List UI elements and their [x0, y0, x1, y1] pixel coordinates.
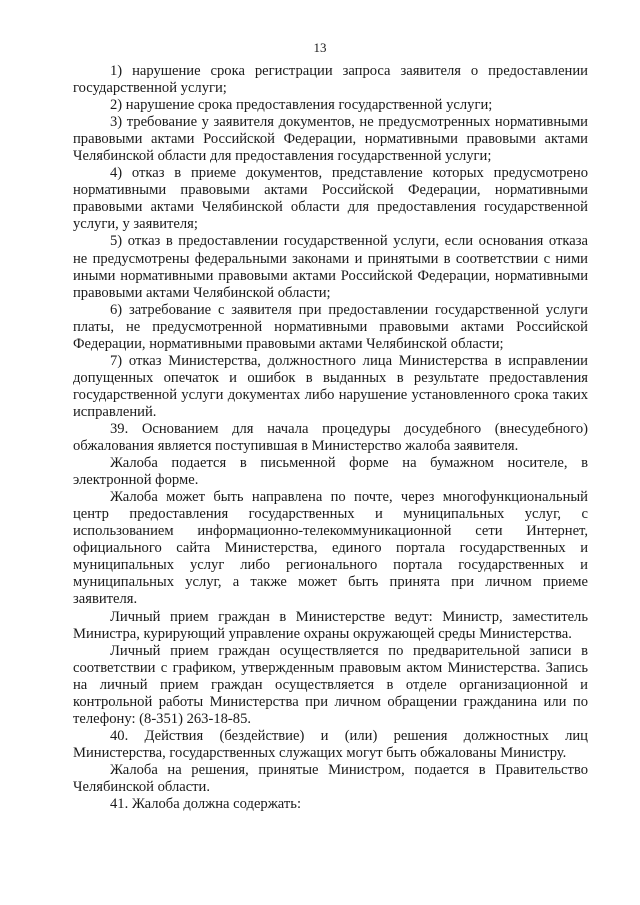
paragraph-item-7: 7) отказ Министерства, должностного лица Министерства в исправлении допущенных опечаток и ошибок в выданных в результате предоставления государственной услуги документах либо нарушение установленного срока таких исправлений.	[73, 352, 588, 420]
paragraph-item-2: 2) нарушение срока предоставления государственной услуги;	[110, 97, 493, 114]
paragraph-item-4: 4) отказ в приеме документов, представление которых предусмотрено нормативными правовыми актами Российской Федерации, нормативными правовыми актами Челябинской области для предоставления государственной услуги, у заявителя;	[73, 165, 588, 233]
paragraph-clause-41: 41. Жалоба должна содержать:	[110, 796, 301, 813]
paragraph-clause-40: 40. Действия (бездействие) и (или) решения должностных лиц Министерства, государственных служащих могут быть обжалованы Министру.	[73, 727, 588, 761]
paragraph-complaint-channels: Жалоба может быть направлена по почте, через многофункциональный центр предоставления государственных и муниципальных услуг, с использованием информационно-телекоммуникационной сети Интернет, официального сайта Министерства, единого портала государственных и муниципальных услуг либо регионального портала государственных и муниципальных услуг, а также может быть принята при личном приеме заявителя.	[73, 489, 588, 608]
paragraph-item-5: 5) отказ в предоставлении государственной услуги, если основания отказа не предусмотрены федеральными законами и принятыми в соответствии с ними иными нормативными правовыми актами Российской Федерации, нормативными правовыми актами Челябинской области;	[73, 233, 588, 301]
paragraph-item-1: 1) нарушение срока регистрации запроса заявителя о предоставлении государственной услуги;	[73, 63, 588, 97]
paragraph-clause-39: 39. Основанием для начала процедуры досудебного (внесудебного) обжалования является поступившая в Министерство жалоба заявителя.	[73, 420, 588, 455]
document-body	[73, 63, 588, 813]
paragraph-item-3: 3) требование у заявителя документов, не предусмотренных нормативными правовыми актами Российской Федерации, нормативными правовыми актами Челябинской области для предоставления государственной услуги;	[73, 114, 588, 165]
paragraph-personal-reception: Личный прием граждан в Министерстве ведут: Министр, заместитель Министра, курирующий управление охраны окружающей среды Министерства.	[73, 608, 588, 642]
page-number: 13	[313, 40, 327, 55]
paragraph-item-6: 6) затребование с заявителя при предоставлении государственной услуги платы, не предусмотренной нормативными правовыми актами Российской Федерации, нормативными правовыми актами Челябинской области;	[73, 301, 588, 352]
paragraph-appointment: Личный прием граждан осуществляется по предварительной записи в соответствии с графиком, утвержденным правовым актом Министерства. Запись на личный прием граждан осуществляется в отделе организационной и контрольной работы Министерства при личном обращении гражданина или по телефону: (8-351) 263-18-85.	[73, 642, 588, 727]
paragraph-complaint-form: Жалоба подается в письменной форме на бумажном носителе, в электронной форме.	[73, 455, 588, 489]
paragraph-appeal-government: Жалоба на решения, принятые Министром, подается в Правительство Челябинской области.	[73, 761, 588, 795]
